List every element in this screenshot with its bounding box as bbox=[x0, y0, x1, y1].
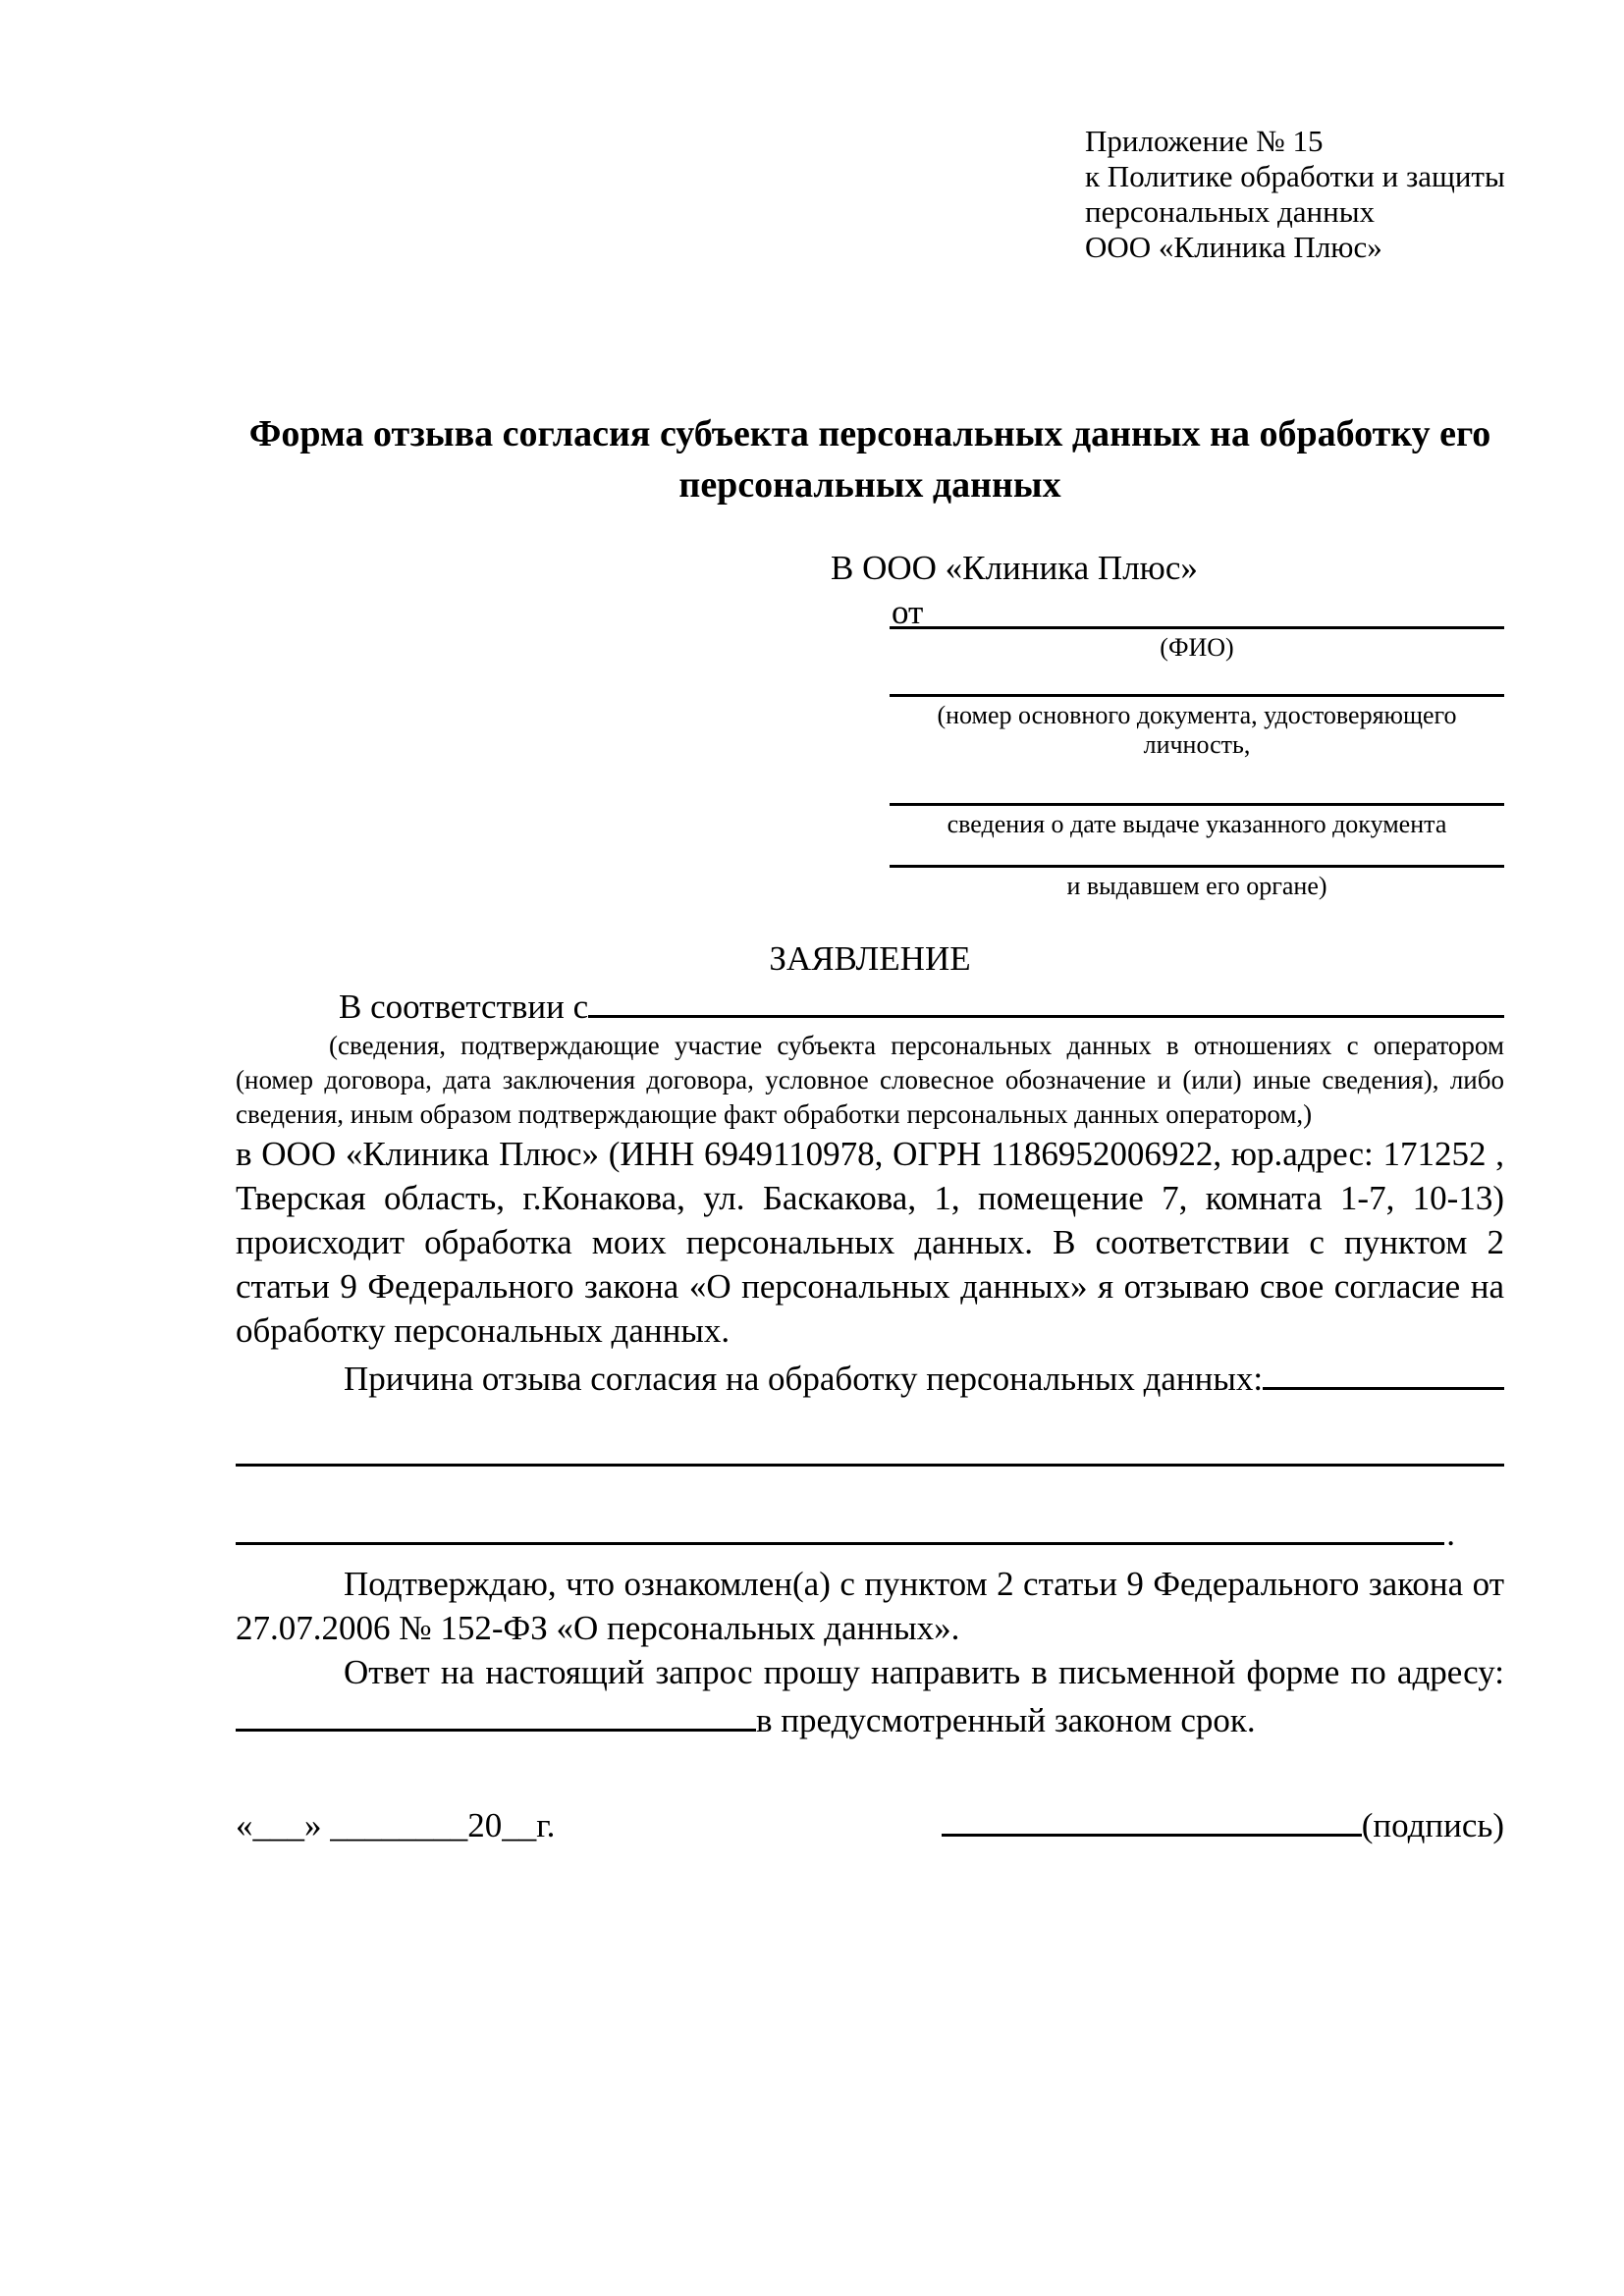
date-template: «___» ________20__г. bbox=[236, 1806, 556, 1844]
document-content bbox=[236, 0, 1504, 1847]
appendix-header bbox=[1085, 0, 1504, 265]
blank-line-basis bbox=[588, 981, 1504, 1018]
addressee-org: В ООО «Клиника Плюс» bbox=[831, 549, 1198, 587]
page-title: Форма отзыва согласия субъекта персональных данных на обработку его персональных данных bbox=[248, 413, 1491, 506]
trailing-period: . bbox=[1446, 1515, 1455, 1553]
reply-request-line: Ответ на настоящий запрос прошу направить в письменной форме по адресу: bbox=[344, 1653, 1504, 1691]
blank-line-signature bbox=[942, 1807, 1362, 1837]
field-caption-fio: (ФИО) bbox=[1160, 633, 1234, 662]
small-print-note: (сведения, подтверждающие участие субъекта персональных данных в отношениях с оператором (номер договора, дата заключения договора, условное словесное обозначение и (или) иные сведения), либо сведения, иным образом подтверждающие факт обработки персональных данных оператором,) bbox=[236, 1031, 1504, 1129]
reason-row bbox=[236, 1353, 1504, 1401]
reply-address-row bbox=[236, 1694, 1504, 1742]
confirmation-paragraph: Подтверждаю, что ознакомлен(а) с пунктом 2 статьи 9 Федерального закона от 27.07.2006 № 152-ФЗ «О персональных данных». bbox=[236, 1565, 1504, 1647]
signature-row bbox=[236, 1803, 1504, 1847]
from-label: от bbox=[892, 593, 924, 631]
reply-suffix: в предусмотренный законом срок. bbox=[756, 1701, 1256, 1739]
reason-label: Причина отзыва согласия на обработку персональных данных: bbox=[344, 1360, 1264, 1398]
blank-line-rule bbox=[236, 1516, 1444, 1545]
appendix-header-line: Приложение № 15 bbox=[1085, 124, 1324, 158]
statement-body-paragraph: в ООО «Клиника Плюс» (ИНН 6949110978, ОГРН 1186952006922, юр.адрес: 171252 , Тверская область, г.Конакова, ул. Баскакова, 1, помещение 7, комната 1-7, 10-13) происходит обработка моих персональных данных. В соответствии с пунктом 2 статьи 9 Федерального закона «О персональных данных» я отзываю свое согласие на обработку персональных данных. bbox=[236, 1135, 1504, 1350]
blank-line-reason-continued-1 bbox=[236, 1464, 1504, 1467]
field-caption-issue-date: сведения о дате выдаче указанного документа bbox=[947, 810, 1447, 838]
field-issuing-authority bbox=[890, 865, 1504, 901]
intro-label: В соответствии с bbox=[339, 988, 589, 1026]
applicant-fields bbox=[890, 626, 1504, 901]
blank-line-reason bbox=[1263, 1353, 1504, 1390]
statement-heading: ЗАЯВЛЕНИЕ bbox=[769, 939, 971, 978]
field-caption-issuing-authority: и выдавшем его органе) bbox=[1066, 872, 1327, 900]
signature-caption: (подпись) bbox=[1361, 1806, 1504, 1844]
signature-field bbox=[942, 1803, 1504, 1847]
statement-intro-row bbox=[236, 981, 1504, 1029]
appendix-header-line: ООО «Клиника Плюс» bbox=[1085, 230, 1382, 264]
appendix-header-line: персональных данных bbox=[1085, 194, 1376, 229]
field-caption-document-number: (номер основного документа, удостоверяющего личность, bbox=[937, 701, 1457, 759]
field-document-number bbox=[890, 694, 1504, 760]
field-fio bbox=[890, 626, 1504, 663]
blank-line-address bbox=[236, 1694, 756, 1732]
blank-line-reason-continued-2 bbox=[236, 1512, 1504, 1556]
appendix-header-line: к Политике обработки и защиты bbox=[1085, 159, 1505, 193]
field-issue-date bbox=[890, 803, 1504, 839]
